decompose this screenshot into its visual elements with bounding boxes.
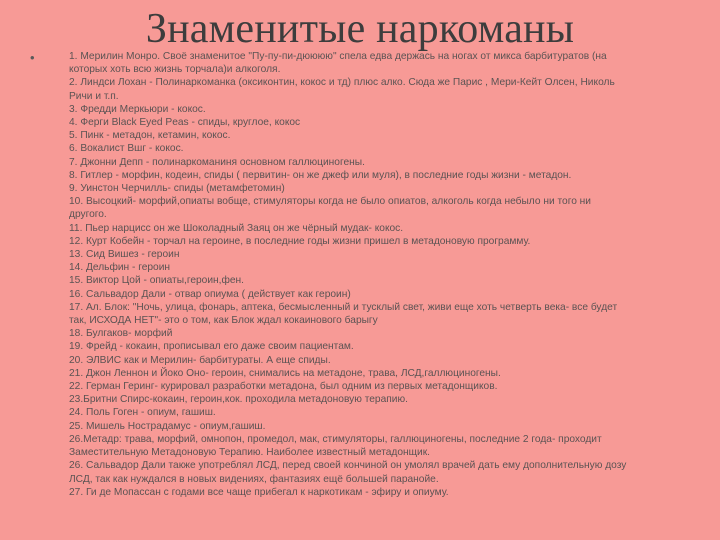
body-text-line: которых хоть всю жизнь торчала)и алкоголя. — [69, 64, 281, 76]
body-text-line: 20. ЭЛВИС как и Мерилин- барбитураты. А еще спиды. — [69, 354, 331, 366]
body-text-line: другого. — [69, 209, 107, 221]
body-text-line: 6. Вокалист Вшг - кокос. — [69, 143, 184, 155]
body-text-line: 11. Пьер нарцисс он же Шоколадный Заяц он же чёрный мудак- кокос. — [69, 222, 404, 234]
body-text-line: 12. Курт Кобейн - торчал на героине, в последние годы жизни пришел в метадоновую программу. — [69, 235, 531, 247]
body-text-line: 9. Уинстон Черчилль- спиды (метамфетомин) — [69, 183, 285, 195]
body-text-line: 7. Джонни Депп - полинаркоманиня основном галлюциногены. — [69, 156, 365, 168]
body-text-line: 16. Сальвадор Дали - отвар опиума ( действует как героин) — [69, 288, 351, 300]
body-text-line: 25. Мишель Нострадамус - опиум,гашиш. — [69, 420, 266, 432]
body-text-line: 23.Бритни Спирс-кокаин, героин,кок. проходила метадоновую терапию. — [69, 394, 408, 406]
body-text-line: 3. Фредди Меркьюри - кокос. — [69, 103, 206, 115]
body-text-line: 26. Сальвадор Дали также употреблял ЛСД, перед своей кончиной он умолял врачей дать ему дополнительную дозу — [69, 460, 627, 472]
body-text-line: 10. Высоцкий- морфий,опиаты вобще, стимуляторы когда не было опиатов, алкоголь когда небыло ни того ни — [69, 196, 592, 208]
body-text-line: 17. Ал. Блок: "Ночь, улица, фонарь, аптека, бесмысленный и тусклый свет, живи еще хоть четверть века- все будет — [69, 301, 618, 313]
body-text-line: 22. Герман Геринг- курировал разработки метадона, был одним из первых метадонщиков. — [69, 381, 498, 393]
body-text-line: 19. Фрейд - кокаин, прописывал его даже своим пациентам. — [69, 341, 354, 353]
body-text-line: 26.Метадр: трава, морфий, омнопон, промедол, мак, стимуляторы, галлюциногены, последние 2 года- проходит — [69, 433, 602, 445]
body-text-line: ЛСД, так как нуждался в новых видениях, фантазиях ещё большей паранойе. — [69, 473, 439, 485]
body-text-line: 14. Дельфин - героин — [69, 262, 171, 274]
bullet-marker: • — [30, 50, 35, 65]
body-text-line: 18. Булгаков- морфий — [69, 328, 173, 340]
slide-title: Знаменитые наркоманы — [145, 6, 575, 52]
body-text-line: 1. Мерилин Монро. Своё знаменитое "Пу-пу-пи-дюююю" спела едва держась на ногах от микса барбитуратов (на — [69, 51, 607, 62]
slide-body — [69, 50, 709, 499]
body-text-line: Ричи и т.п. — [69, 90, 119, 102]
body-text-line: так, ИСХОДА НЕТ"- это о том, как Блок ждал кокаинового барыгу — [69, 315, 378, 327]
body-text-line: 5. Пинк - метадон, кетамин, кокос. — [69, 130, 231, 142]
body-text-line: 4. Ферги Black Eyed Peas - спиды, круглое, кокос — [69, 117, 301, 129]
body-text-line: 21. Джон Леннон и Йоко Оно- героин, снимались на метадоне, трава, ЛСД,галлюциногены. — [69, 367, 501, 379]
body-text-line: 24. Поль Гоген - опиум, гашиш. — [69, 407, 216, 419]
body-text-line: 13. Сид Вишез - героин — [69, 249, 180, 261]
body-text-line: Заместительную Метадоновую Терапию. Наиболее известный метадонщик. — [69, 447, 431, 459]
body-text-line: 27. Ги де Мопассан с годами все чаще прибегал к наркотикам - эфиру и опиуму. — [69, 486, 449, 498]
body-text-line: 8. Гитлер - морфин, кодеин, спиды ( первитин- он же джеф или муля), в последние годы жизни - метадон. — [69, 169, 572, 181]
body-text-line: 2. Линдси Лохан - Полинаркоманка (оксиконтин, кокос и тд) плюс алко. Сюда же Парис , Мери-Кейт Олсен, Николь — [69, 77, 615, 89]
body-text-line: 15. Виктор Цой - опиаты,героин,фен. — [69, 275, 244, 287]
